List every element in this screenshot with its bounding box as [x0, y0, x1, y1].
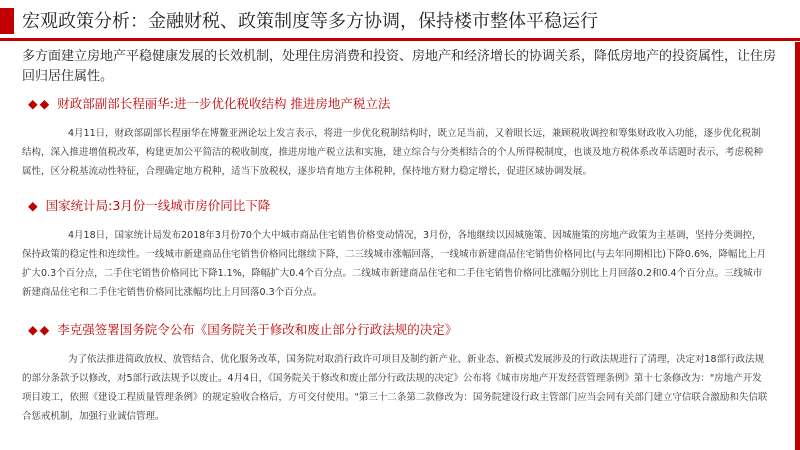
section-body-1: 4月11日，财政部副部长程丽华在博鳌亚洲论坛上发言表示，将进一步优化税制结构时，既立足当前，又着眼长远，兼顾税收调控和筹集财政收入功能，逐步优化税制结构，深入推进增值税改革，构建更加公平简洁的税收制度，推进房地产税立法和实施，建立综合与分类相结合的个人所得税制度，也谈及地方税体系改革话题时表示，考虑税种属性，区分税基流动性特征，合理确定地方税种，适当下放税权，逐步培育地方主体税种，保持地方财力稳定增长，促进区域协调发展。	[22, 128, 764, 177]
diamond-bullet-icon: ◆	[28, 198, 40, 213]
section-body-2: 4月18日，国家统计局发布2018年3月份70个大中城市商品住宅销售价格变动情况，3月份，各地继续以因城施策、因城施策的房地产政策为主基调，坚持分类调控，保持政策的稳定性和连续性。一线城市新建商品住宅销售价格同比继续下降，二三线城市涨幅回落，一线城市新建商品住宅销售价格同比(与去年同期相比)下降0.6%，降幅比上月扩大0.3个百分点，二手住宅销售价格同比下降1.1%，降幅扩大0.4个百分点。二线城市新建商品住宅和二手住宅销售价格同比涨幅分别比上月回落0.2和0.4个百分点。三线城市新建商品住宅和二手住宅销售价格同比涨幅均比上月回落0.3个百分点。	[22, 230, 767, 298]
section-heading-text: 财政部副部长程丽华:进一步优化税收结构 推进房地产税立法	[57, 96, 391, 111]
lead-paragraph: 多方面建立房地产平稳健康发展的长效机制，处理住房消费和投资、房地产和经济增长的协调关系，降低房地产的投资属性，让住房回归居住属性。	[22, 49, 777, 84]
section-body-3: 为了依法推进简政放权、放管结合、优化服务改革，国务院对取消行政许可项目及制约新产业、新业态、新模式发展涉及的行政法规进行了清理，决定对18部行政法规的部分条款予以修改，对5部行政法规予以废止。4月4日，《国务院关于修改和废止部分行政法规的决定》公布将《城市房地产开发经营管理条例》第十七条修改为："房地产开发项目竣工，依照《建设工程质量管理条例》的规定验收合格后，方可交付使用。"第三十二条第二款修改为：国务院建设行政主管部门应当会同有关部门建立守信联合激励和失信联合惩戒机制，加强行业诚信管理。	[22, 354, 768, 422]
section-heading-text: 国家统计局:3月份一线城市房价同比下降	[45, 198, 271, 213]
section-heading-1	[28, 94, 390, 112]
title-bar	[0, 0, 800, 38]
right-accent-stripe	[795, 42, 800, 450]
diamond-bullet-icon: ◆◆	[28, 322, 52, 337]
page-title: 宏观政策分析：金融财税、政策制度等多方协调，保持楼市整体平稳运行	[22, 11, 598, 32]
section-heading-2	[28, 196, 270, 214]
section-heading-text: 李克强签署国务院令公布《国务院关于修改和废止部分行政法规的决定》	[57, 322, 458, 337]
title-accent-stripe	[0, 8, 14, 34]
diamond-bullet-icon: ◆◆	[28, 96, 52, 111]
section-heading-3	[28, 320, 457, 338]
title-rule	[0, 38, 800, 41]
